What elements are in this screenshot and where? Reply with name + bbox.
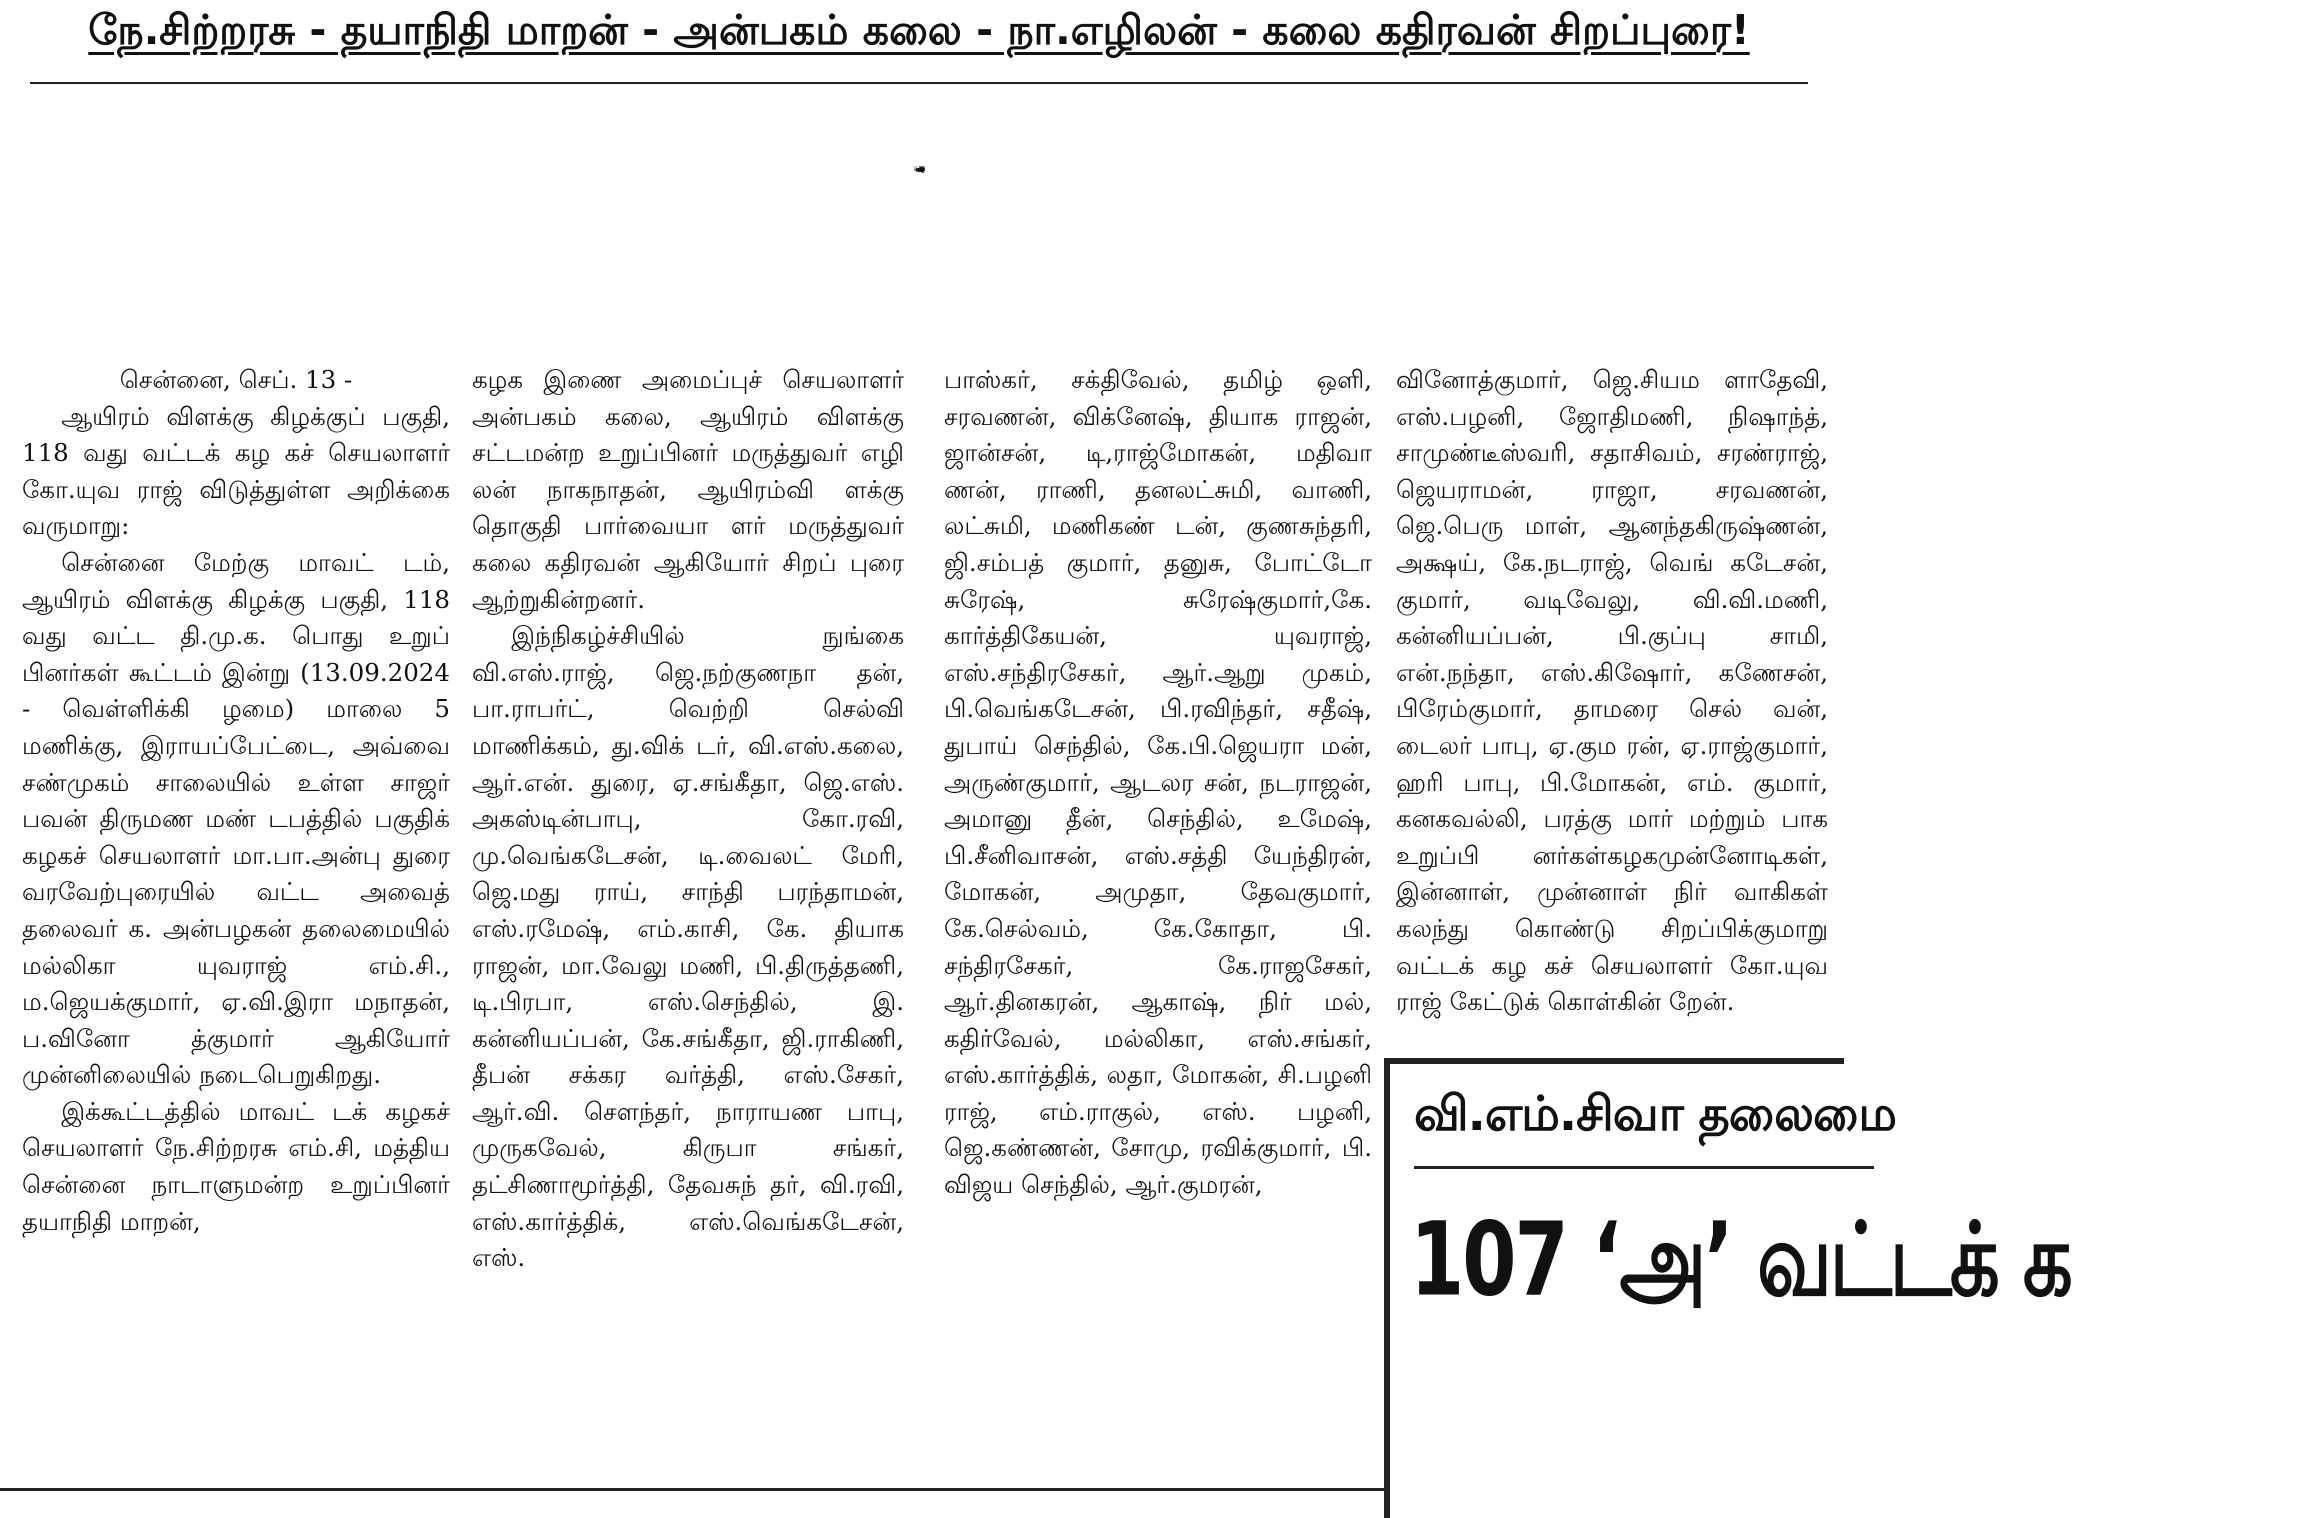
paragraph-attendees-1: இந்நிகழ்ச்சியில் நுங்கை வி.எஸ்.ராஜ், ஜெ.நற்குணநா தன், பா.ராபர்ட், வெற்றி செல்வி மாணிக்கம், து.விக் டர், வி.எஸ்.கலை, ஆர்.என். துரை, ஏ.சங்கீதா, ஜெ.எஸ். அகஸ்டின்பாபு, கோ.ரவி, மு.வெங்கடேசன், டி.வைலட் மேரி, ஜெ.மது ராய், சாந்தி பரந்தாமன், எஸ்.ரமேஷ், எம்.காசி, கே. தியாக ராஜன், மா.வேலு மணி, பி.திருத்தணி, டி.பிரபா, எஸ்.செந்தில், இ. கன்னியப்பன், கே.சங்கீதா, ஜி.ராகிணி, தீபன் சக்கர வர்த்தி, எஸ்.சேகர், ஆர்.வி. சௌந்தர், நாராயண பாபு, முருகவேல், கிருபா சங்கர், தட்சிணாமூர்த்தி, தேவசுந் தர், வி.ரவி, எஸ்.கார்த்திக், எஸ்.வெங்கடேசன், எஸ். [472,621,904,1273]
paragraph-guests: இக்கூட்டத்தில் மாவட் டக் கழகச் செயலாளர் நே.சிற்றரசு எம்.சி, மத்திய சென்னை நாடாளுமன்ற உறுப்பினர் தயாநிதி மாறன், [22,1096,450,1236]
adjacent-article-box [1384,1058,2071,1518]
column-4 [1396,362,1828,1017]
paragraph-speakers: கழக இணை அமைப்புச் செயலாளர் அன்பகம் கலை, ஆயிரம் விளக்கு சட்டமன்ற உறுப்பினர் மருத்துவர் எழி லன் நாகநாதன், ஆயிரம்வி ளக்கு தொகுதி பார்வையா ளர் மருத்துவர் கலை கதிரவன் ஆகியோர் சிறப் புரை ஆற்றுகின்றனர். [472,365,904,614]
headline [0,68,1838,284]
paragraph-attendees-3: வினோத்குமார், ஜெ.சியம ளாதேவி, எஸ்.பழனி, ஜோதிமணி, நிஷாந்த், சாமுண்டீஸ்வரி, சதாசிவம், சரண்ராஜ், ஜெயராமன், ராஜா, சரவணன், ஜெ.பெரு மாள், ஆனந்தகிருஷ்ணன், அக்ஷய், கே.நடராஜ், வெங் கடேசன், குமார், வடிவேலு, வி.வி.மணி, கன்னியப்பன், பி.குப்பு சாமி, என்.நந்தா, எஸ்.கிஷோர், கணேசன், பிரேம்குமார், தாமரை செல் வன், டைலர் பாபு, ஏ.கும ரன், ஏ.ராஜ்குமார், ஹரி பாபு, பி.மோகன், எம். குமார், கனகவல்லி, பரத்கு மார் மற்றும் பாக உறுப்பி னர்கள்கழகமுன்னோடிகள், இன்னாள், முன்னாள் நிர் வாகிகள் கலந்து கொண்டு சிறப்பிக்குமாறு வட்டக் கழ கச் செயலாளர் கோ.யுவ ராஜ் கேட்டுக் கொள்கின் றேன். [1396,365,1828,1017]
paragraph-meeting: சென்னை மேற்கு மாவட் டம், ஆயிரம் விளக்கு கிழக்கு பகுதி, 118 வது வட்ட தி.மு.க. பொது உறுப் பினர்கள் கூட்டம் இன்று (13.09.2024 - வெள்ளிக்கி ழமை) மாலை 5 மணிக்கு, இராயப்பேட்டை, அவ்வை சண்முகம் சாலையில் உள்ள சாஜர் பவன் திருமண மண் டபத்தில் பகுதிக் கழகச் செயலாளர் மா.பா.அன்பு துரை வரவேற்புரையில் வட்ட அவைத் தலைவர் க. அன்பழகன் தலைமையில் மல்லிகா யுவராஜ் எம்.சி., ம.ஜெயக்குமார், ஏ.வி.இரா மநாதன், ப.வினோ த்குமார் ஆகியோர் முன்னிலையில் நடைபெறுகிறது. [22,547,450,1090]
dateline: சென்னை, செப். 13 - [119,365,353,394]
column-3 [944,362,1372,1492]
kicker-text: நே.சிற்றரசு - தயாநிதி மாறன் - அன்பகம் கலை - நா.எழிலன் - கலை கதிரவன் சிறப்புரை! [88,6,1750,54]
bottom-rule [0,1488,1384,1491]
adjacent-article-rule [1414,1166,1874,1169]
paragraph-attendees-2: பாஸ்கர், சக்திவேல், தமிழ் ஒளி, சரவணன், விக்னேஷ், தியாக ராஜன், ஜான்சன், டி,ராஜ்மோகன், மதிவா ணன், ராணி, தனலட்சுமி, வாணி, லட்சுமி, மணிகண் டன், குணசுந்தரி, ஜி.சம்பத் குமார், தனுசு, போட்டோ சுரேஷ், சுரேஷ்குமார்,கே. கார்த்திகேயன், யுவராஜ், எஸ்.சந்திரசேகர், ஆர்.ஆறு முகம், பி.வெங்கடேசன், பி.ரவிந்தர், சதீஷ், துபாய் செந்தில், கே.பி.ஜெயரா மன், அருண்குமார், ஆடலர சன், நடராஜன், அமானு தீன், செந்தில், உமேஷ், பி.சீனிவாசன், எஸ்.சத்தி யேந்திரன், மோகன், அமுதா, தேவகுமார், கே.செல்வம், கே.கோதா, பி. சந்திரசேகர், கே.ராஜசேகர், ஆர்.தினகரன், ஆகாஷ், நிர் மல், கதிர்வேல், மல்லிகா, எஸ்.சங்கர், எஸ்.கார்த்திக், லதா, மோகன், சி.பழனி ராஜ், எம்.ராகுல், எஸ். பழனி, ஜெ.கண்ணன், சோமு, ரவிக்குமார், பி. விஜய செந்தில், ஆர்.குமரன், [944,365,1372,1200]
column-2 [472,362,904,1492]
adjacent-article-title: வி.எம்.சிவா தலைமை [1414,1086,1897,1142]
column-1 [22,362,450,1492]
paragraph-intro: ஆயிரம் விளக்கு கிழக்குப் பகுதி, 118 வது வட்டக் கழ கச் செயலாளர் கோ.யுவ ராஜ் விடுத்துள்ள அறிக்கை வருமாறு: [22,401,450,541]
adjacent-article-headline: 107 ‘அ’ வட்டக் க [1410,1202,2071,1319]
subheadline [0,262,1838,332]
